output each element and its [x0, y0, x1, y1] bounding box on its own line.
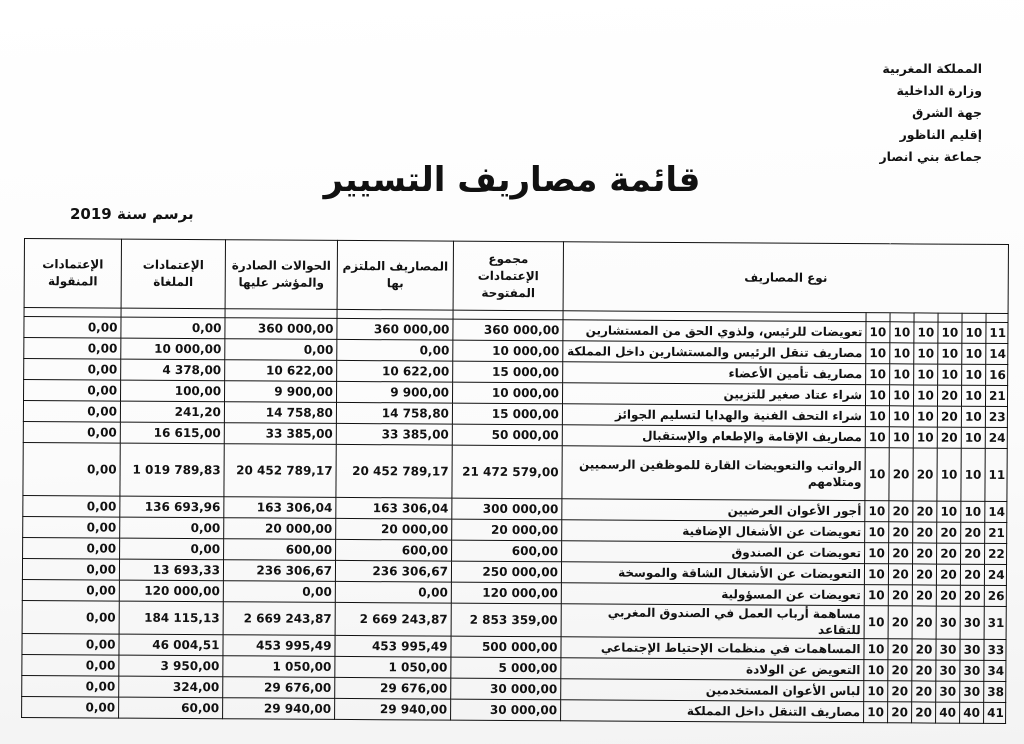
cell-type: مصاريف تأمين الأعضاء: [563, 362, 866, 385]
cell-orders: 453 995,49: [223, 635, 335, 657]
cell-transferred: 0,00: [23, 442, 120, 496]
cell-code: 10: [864, 585, 888, 606]
cell-code: 20: [889, 543, 913, 564]
cell-code: 10: [937, 448, 961, 501]
cell-code: 33: [984, 639, 1006, 660]
cell-type: مصاريف الإقامة والإطعام والإستقبال: [562, 425, 865, 448]
cell-code: 20: [937, 543, 961, 564]
cell-transferred: 0,00: [24, 317, 121, 339]
cell-orders: 1 050,00: [223, 656, 335, 678]
cell-opened: 50 000,00: [452, 424, 562, 446]
cell-code: 20: [960, 564, 984, 585]
cell-opened: 30 000,00: [451, 678, 561, 700]
cell-transferred: 0,00: [24, 338, 121, 360]
cell-cancelled: 0,00: [120, 538, 224, 560]
cell-transferred: 0,00: [22, 633, 119, 655]
cell-code: 10: [866, 343, 890, 364]
cell-orders: 10 622,00: [225, 360, 337, 382]
cell-type: تعويضات عن المسؤولية: [561, 583, 864, 606]
cell-opened: 20 000,00: [452, 519, 562, 541]
cell-code: 10: [890, 364, 914, 385]
cell-code: 30: [960, 639, 984, 660]
cell-committed: 236 306,67: [335, 560, 451, 582]
page-subtitle: برسم سنة 2019: [70, 205, 194, 223]
cell-orders: 20 000,00: [224, 518, 336, 540]
cell-type: المساهمات في منظمات الإحتياط الإجتماعي: [561, 637, 864, 660]
cell-committed: 0,00: [337, 339, 453, 361]
cell-code: 10: [961, 501, 985, 522]
cell-code: 10: [864, 681, 888, 702]
header-transferred: الإعتمادات المنقولة: [24, 239, 121, 309]
cell-code: 10: [865, 427, 889, 448]
cell-code: 20: [889, 501, 913, 522]
spacer-cell: [938, 313, 962, 322]
cell-committed: 600,00: [336, 539, 452, 561]
cell-transferred: 0,00: [22, 600, 119, 634]
cell-code: 30: [936, 681, 960, 702]
spacer-cell: [962, 313, 986, 322]
cell-code: 20: [960, 585, 984, 606]
cell-code: 30: [936, 606, 960, 639]
cell-committed: 0,00: [335, 581, 451, 603]
cell-type: شراء التحف الفنية والهدايا لتسليم الجوائز: [562, 404, 865, 427]
cell-cancelled: 184 115,13: [119, 601, 223, 635]
header-cancelled: الإعتمادات الملغاة: [121, 239, 225, 309]
cell-code: 10: [865, 501, 889, 522]
cell-orders: 2 669 243,87: [223, 602, 335, 636]
cell-code: 10: [864, 660, 888, 681]
cell-committed: 14 758,80: [336, 402, 452, 424]
cell-cancelled: 136 693,96: [120, 496, 224, 518]
cell-transferred: 0,00: [24, 380, 121, 402]
cell-orders: 236 306,67: [223, 560, 335, 582]
cell-committed: 20 000,00: [336, 518, 452, 540]
cell-code: 20: [961, 522, 985, 543]
cell-opened: 5 000,00: [451, 657, 561, 679]
cell-transferred: 0,00: [24, 359, 121, 381]
cell-committed: 360 000,00: [337, 318, 453, 340]
cell-committed: 453 995,49: [335, 635, 451, 657]
spacer-cell: [890, 313, 914, 322]
cell-code: 34: [984, 660, 1006, 681]
cell-code: 26: [984, 585, 1006, 606]
expenses-table: [21, 238, 1009, 724]
cell-code: 16: [986, 364, 1008, 385]
cell-code: 10: [865, 406, 889, 427]
page-title: قائمة مصاريف التسيير: [323, 160, 701, 200]
cell-cancelled: 1 019 789,83: [120, 443, 224, 497]
cell-code: 20: [961, 543, 985, 564]
cell-transferred: 0,00: [23, 401, 120, 423]
cell-code: 20: [888, 606, 912, 639]
cell-type: التعويض عن الولادة: [561, 658, 864, 681]
cell-code: 10: [937, 501, 961, 522]
cell-code: 10: [865, 448, 889, 501]
cell-type: تعويضات للرئيس، ولذوي الحق من المستشارين: [563, 320, 866, 343]
table-body: [22, 308, 1009, 724]
cell-committed: 29 940,00: [335, 698, 451, 720]
cell-code: 10: [889, 406, 913, 427]
cell-code: 20: [913, 543, 937, 564]
cell-committed: 2 669 243,87: [335, 602, 451, 636]
cell-opened: 120 000,00: [451, 582, 561, 604]
cell-code: 30: [960, 660, 984, 681]
cell-code: 10: [961, 448, 985, 501]
cell-code: 38: [984, 681, 1006, 702]
cell-code: 20: [912, 564, 936, 585]
header-opened: مجموع الإعتمادات المفتوحة: [453, 241, 563, 311]
cell-orders: 163 306,04: [224, 497, 336, 519]
cell-opened: 10 000,00: [453, 340, 563, 362]
cell-code: 30: [960, 681, 984, 702]
header-line-region: جهة الشرق: [912, 105, 982, 120]
cell-opened: 500 000,00: [451, 636, 561, 658]
cell-code: 24: [984, 564, 1006, 585]
cell-code: 20: [889, 522, 913, 543]
cell-opened: 21 472 579,00: [452, 445, 562, 499]
cell-orders: 360 000,00: [225, 318, 337, 340]
cell-code: 20: [912, 585, 936, 606]
cell-code: 14: [986, 343, 1008, 364]
cell-code: 10: [913, 406, 937, 427]
cell-code: 24: [985, 427, 1007, 448]
cell-code: 20: [888, 564, 912, 585]
cell-cancelled: 0,00: [121, 317, 225, 339]
cell-transferred: 0,00: [22, 579, 119, 601]
cell-orders: 29 676,00: [223, 677, 335, 699]
header-line-province: إقليم الناظور: [899, 127, 982, 142]
cell-orders: 600,00: [224, 539, 336, 561]
cell-code: 10: [866, 322, 890, 343]
cell-opened: 10 000,00: [452, 382, 562, 404]
cell-opened: 250 000,00: [451, 561, 561, 583]
cell-type: أجور الأعوان العرضيين: [562, 499, 865, 522]
cell-type: مصاريف تنقل الرئيس والمستشارين داخل المملكة: [563, 341, 866, 364]
cell-type: مساهمة أرباب العمل في الصندوق المغربي للتقاعد: [561, 604, 864, 639]
cell-code: 11: [986, 322, 1008, 343]
header-orders: الحوالات الصادرة والمؤشر عليها: [225, 240, 337, 310]
cell-code: 30: [936, 660, 960, 681]
cell-opened: 15 000,00: [453, 361, 563, 383]
cell-code: 20: [912, 606, 936, 639]
cell-code: 20: [888, 681, 912, 702]
cell-cancelled: 60,00: [119, 697, 223, 719]
spacer-cell: [914, 313, 938, 322]
cell-opened: 2 853 359,00: [451, 603, 561, 637]
cell-code: 10: [865, 385, 889, 406]
header-line-ministry: وزارة الداخلية: [896, 83, 982, 98]
cell-code: 10: [865, 543, 889, 564]
cell-committed: 10 622,00: [337, 360, 453, 382]
cell-code: 22: [985, 543, 1007, 564]
cell-code: 40: [960, 702, 984, 723]
cell-code: 20: [937, 522, 961, 543]
cell-committed: 33 385,00: [336, 423, 452, 445]
cell-code: 20: [936, 585, 960, 606]
cell-committed: 9 900,00: [337, 381, 453, 403]
cell-code: 10: [864, 564, 888, 585]
table-row: [23, 442, 1007, 501]
cell-code: 20: [888, 585, 912, 606]
cell-cancelled: 3 950,00: [119, 655, 223, 677]
cell-orders: 9 900,00: [225, 381, 337, 403]
cell-code: 10: [864, 702, 888, 723]
cell-code: 10: [864, 606, 888, 639]
cell-orders: 29 940,00: [223, 698, 335, 720]
cell-orders: 33 385,00: [224, 423, 336, 445]
cell-code: 20: [913, 522, 937, 543]
cell-cancelled: 100,00: [121, 380, 225, 402]
header-type: نوع المصاريف: [563, 242, 1009, 314]
cell-code: 10: [865, 522, 889, 543]
cell-code: 30: [960, 606, 984, 639]
cell-code: 14: [985, 501, 1007, 522]
cell-code: 10: [866, 364, 890, 385]
cell-code: 10: [913, 385, 937, 406]
cell-code: 20: [937, 406, 961, 427]
cell-orders: 20 452 789,17: [224, 444, 336, 498]
header-line-kingdom: المملكة المغربية: [882, 61, 982, 76]
cell-code: 20: [912, 702, 936, 723]
cell-code: 31: [984, 606, 1006, 639]
cell-transferred: 0,00: [22, 558, 119, 580]
cell-code: 21: [985, 385, 1007, 406]
cell-code: 20: [888, 660, 912, 681]
cell-opened: 300 000,00: [452, 498, 562, 520]
cell-opened: 360 000,00: [453, 319, 563, 341]
cell-code: 10: [938, 364, 962, 385]
cell-orders: 0,00: [223, 581, 335, 603]
cell-cancelled: 4 378,00: [121, 359, 225, 381]
cell-code: 20: [913, 448, 937, 501]
cell-cancelled: 46 004,51: [119, 634, 223, 656]
cell-code: 10: [962, 322, 986, 343]
cell-code: 41: [984, 702, 1006, 723]
cell-cancelled: 13 693,33: [119, 559, 223, 581]
cell-cancelled: 16 615,00: [120, 422, 224, 444]
cell-committed: 163 306,04: [336, 497, 452, 519]
cell-code: 20: [936, 564, 960, 585]
cell-code: 20: [912, 681, 936, 702]
cell-orders: 0,00: [225, 339, 337, 361]
cell-code: 10: [913, 427, 937, 448]
cell-type: التعويضات عن الأشغال الشاقة والموسخة: [561, 562, 864, 585]
cell-transferred: 0,00: [22, 675, 119, 697]
cell-code: 10: [914, 364, 938, 385]
cell-code: 10: [961, 385, 985, 406]
cell-cancelled: 0,00: [120, 517, 224, 539]
issuer-header: [879, 58, 982, 168]
cell-transferred: 0,00: [22, 654, 119, 676]
cell-code: 10: [962, 364, 986, 385]
cell-code: 10: [961, 406, 985, 427]
cell-code: 10: [890, 322, 914, 343]
cell-type: الرواتب والتعويضات القارة للموظفين الرسميين ومتلامهم: [562, 446, 865, 501]
cell-cancelled: 10 000,00: [121, 338, 225, 360]
spacer-cell: [986, 313, 1008, 322]
cell-orders: 14 758,80: [224, 402, 336, 424]
cell-code: 10: [890, 343, 914, 364]
header-committed: المصاريف الملتزم بها: [337, 240, 453, 310]
cell-type: لباس الأعوان المستخدمين: [561, 679, 864, 702]
cell-code: 10: [938, 343, 962, 364]
cell-code: 10: [889, 385, 913, 406]
cell-transferred: 0,00: [23, 537, 120, 559]
cell-committed: 1 050,00: [335, 656, 451, 678]
cell-transferred: 0,00: [23, 516, 120, 538]
cell-opened: 30 000,00: [451, 699, 561, 721]
cell-type: تعويضات عن الأشغال الإضافية: [562, 520, 865, 543]
spacer-cell: [866, 313, 890, 322]
cell-code: 10: [889, 427, 913, 448]
cell-committed: 20 452 789,17: [336, 444, 452, 498]
cell-code: 20: [888, 639, 912, 660]
cell-code: 40: [936, 702, 960, 723]
cell-code: 20: [937, 427, 961, 448]
cell-cancelled: 324,00: [119, 676, 223, 698]
table-header-row: [24, 239, 1008, 314]
cell-type: مصاريف التنقل داخل المملكة: [561, 700, 864, 723]
cell-type: تعويضات عن الصندوق: [562, 541, 865, 564]
cell-cancelled: 241,20: [120, 401, 224, 423]
cell-cancelled: 120 000,00: [119, 580, 223, 602]
cell-code: 21: [985, 522, 1007, 543]
cell-code: 20: [937, 385, 961, 406]
cell-transferred: 0,00: [22, 696, 119, 718]
cell-opened: 15 000,00: [452, 403, 562, 425]
cell-code: 11: [985, 448, 1007, 501]
cell-code: 20: [913, 501, 937, 522]
cell-code: 10: [864, 639, 888, 660]
cell-code: 10: [938, 322, 962, 343]
cell-code: 20: [888, 702, 912, 723]
cell-code: 30: [936, 639, 960, 660]
cell-code: 10: [914, 343, 938, 364]
cell-code: 20: [889, 448, 913, 501]
cell-transferred: 0,00: [23, 421, 120, 443]
cell-code: 10: [962, 343, 986, 364]
cell-code: 10: [914, 322, 938, 343]
cell-code: 23: [985, 406, 1007, 427]
cell-type: شراء عتاد صغير للتزيين: [562, 383, 865, 406]
cell-code: 20: [912, 639, 936, 660]
cell-code: 20: [912, 660, 936, 681]
cell-code: 10: [961, 427, 985, 448]
header-line-commune: جماعة بني انصار: [879, 149, 982, 164]
cell-committed: 29 676,00: [335, 677, 451, 699]
cell-opened: 600,00: [452, 540, 562, 562]
cell-transferred: 0,00: [23, 495, 120, 517]
